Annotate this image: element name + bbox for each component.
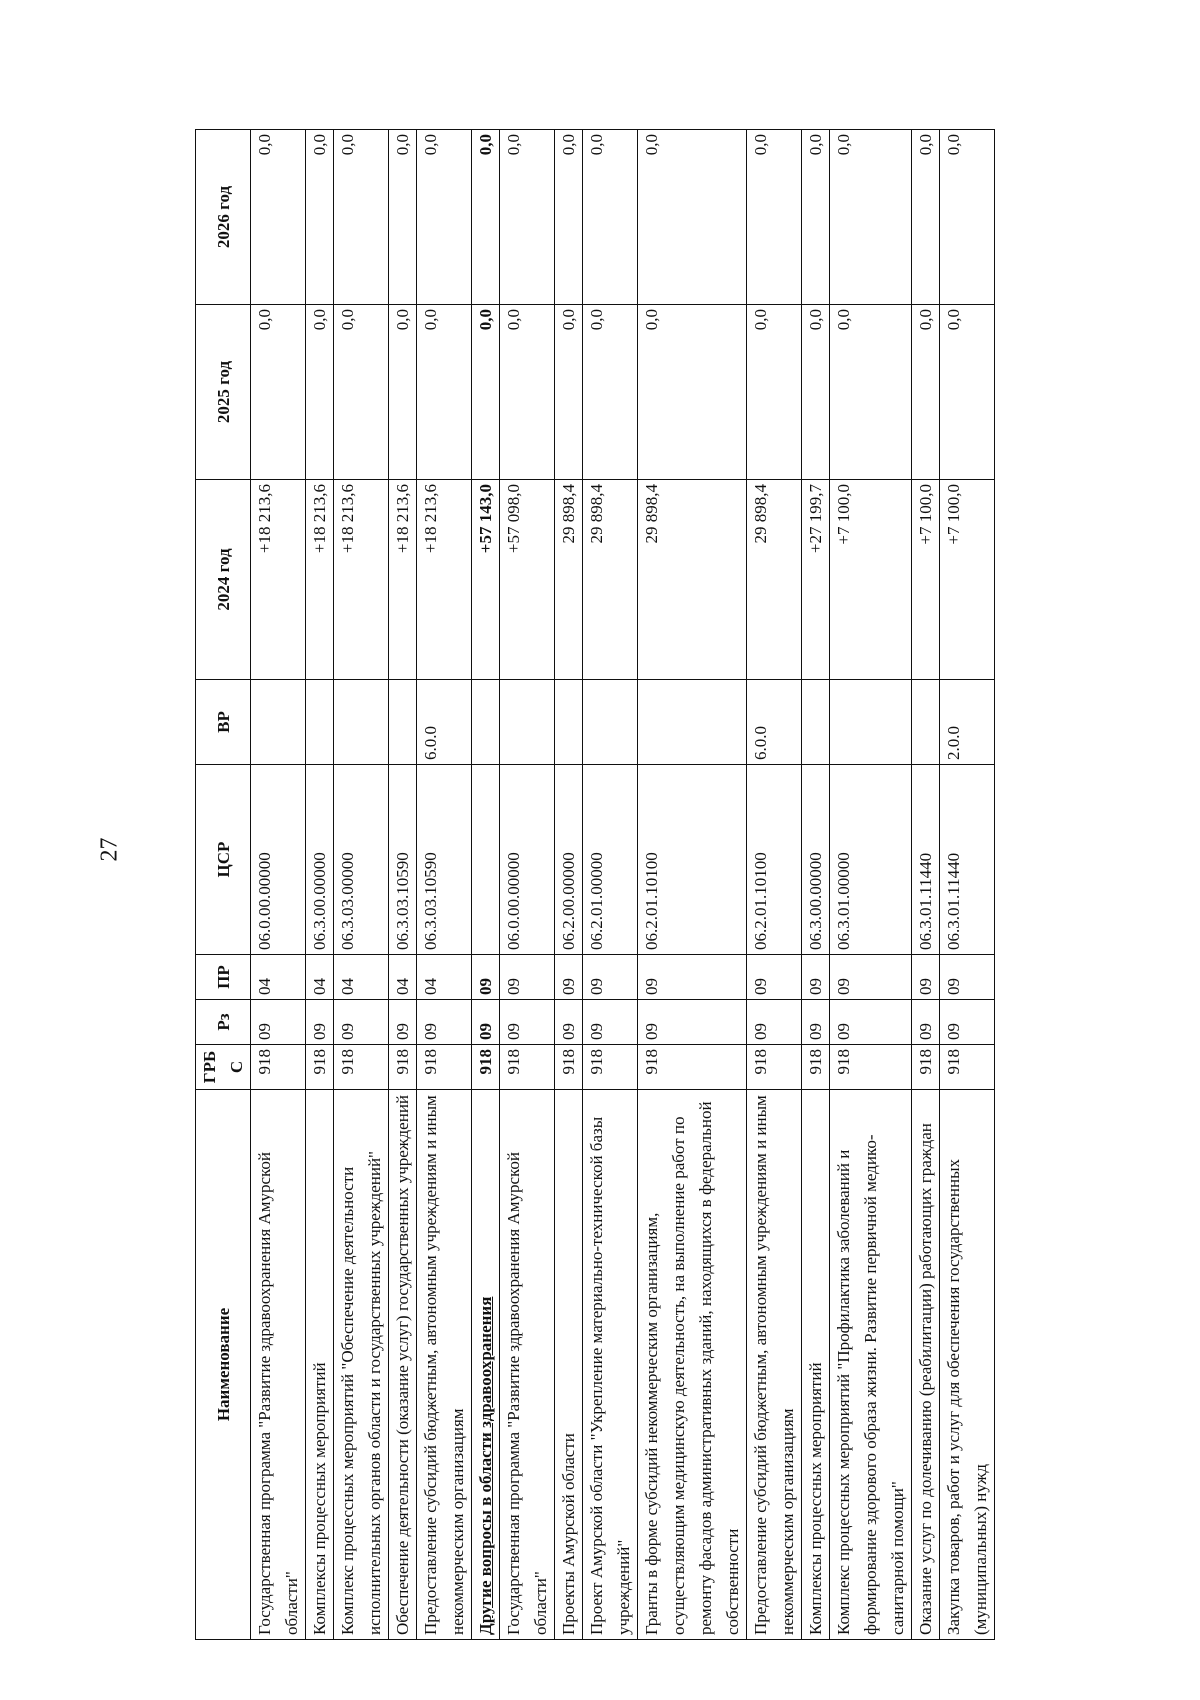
cell-rz: 09: [940, 1000, 995, 1045]
header-pr: ПР: [196, 955, 251, 1000]
cell-2026: 0,0: [583, 130, 638, 305]
cell-name: Проект Амурской области "Укрепление материально-технической базы учреждений": [583, 1090, 638, 1640]
cell-2024: +7 100,0: [940, 480, 995, 680]
cell-rz: 09: [638, 1000, 747, 1045]
cell-pr: 09: [940, 955, 995, 1000]
table-row: [583, 130, 638, 1640]
cell-2025: 0,0: [306, 305, 334, 480]
cell-rz: 09: [306, 1000, 334, 1045]
cell-2024: 29 898,4: [747, 480, 802, 680]
cell-vr: [912, 680, 940, 765]
cell-2026: 0,0: [306, 130, 334, 305]
cell-2024: +18 213,6: [417, 480, 472, 680]
cell-2025: 0,0: [830, 305, 912, 480]
header-name: Наименование: [196, 1090, 251, 1640]
cell-csr: 06.2.01.10100: [638, 765, 747, 955]
cell-grbs: 918: [251, 1045, 306, 1090]
cell-2026: 0,0: [389, 130, 417, 305]
table-header-row: [196, 130, 251, 1640]
cell-name: Гранты в форме субсидий некоммерческим организациям, осуществляющим медицинскую деятельность, на выполнение работ по ремонту фасадов административных зданий, находящихся в федеральной собственности: [638, 1090, 747, 1640]
cell-vr: [306, 680, 334, 765]
cell-name: Комплексы процессных мероприятий: [306, 1090, 334, 1640]
cell-2026: 0,0: [251, 130, 306, 305]
cell-grbs: 918: [638, 1045, 747, 1090]
cell-rz: 09: [912, 1000, 940, 1045]
cell-name: Оказание услуг по долечиванию (реабилитации) работающих граждан: [912, 1090, 940, 1640]
cell-2026: 0,0: [417, 130, 472, 305]
cell-2025: 0,0: [334, 305, 389, 480]
cell-name: Государственная программа "Развитие здравоохранения Амурской области": [251, 1090, 306, 1640]
cell-2025: 0,0: [251, 305, 306, 480]
cell-name: Другие вопросы в области здравоохранения: [472, 1090, 500, 1640]
cell-grbs: 918: [417, 1045, 472, 1090]
cell-2025: 0,0: [940, 305, 995, 480]
cell-grbs: 918: [334, 1045, 389, 1090]
table-row: [830, 130, 912, 1640]
cell-vr: 6.0.0: [747, 680, 802, 765]
cell-2026: 0,0: [940, 130, 995, 305]
cell-csr: 06.2.01.00000: [583, 765, 638, 955]
table-row: [472, 130, 500, 1640]
cell-pr: 09: [583, 955, 638, 1000]
cell-grbs: 918: [555, 1045, 583, 1090]
table-row: [912, 130, 940, 1640]
cell-2026: 0,0: [747, 130, 802, 305]
cell-rz: 09: [802, 1000, 830, 1045]
cell-grbs: 918: [940, 1045, 995, 1090]
cell-grbs: 918: [912, 1045, 940, 1090]
cell-pr: 04: [389, 955, 417, 1000]
cell-csr: 06.2.01.10100: [747, 765, 802, 955]
cell-2024: 29 898,4: [555, 480, 583, 680]
cell-name: Комплексы процессных мероприятий: [802, 1090, 830, 1640]
cell-name: Государственная программа "Развитие здравоохранения Амурской области": [500, 1090, 555, 1640]
cell-pr: 04: [334, 955, 389, 1000]
cell-2024: +57 143,0: [472, 480, 500, 680]
cell-csr: 06.3.00.00000: [802, 765, 830, 955]
table-row: [306, 130, 334, 1640]
table-row: [747, 130, 802, 1640]
cell-csr: 06.3.03.10590: [389, 765, 417, 955]
cell-rz: 09: [417, 1000, 472, 1045]
page-number: 27: [96, 837, 123, 862]
cell-pr: 09: [472, 955, 500, 1000]
cell-grbs: 918: [389, 1045, 417, 1090]
cell-2024: +18 213,6: [389, 480, 417, 680]
cell-pr: 09: [638, 955, 747, 1000]
cell-2024: +7 100,0: [912, 480, 940, 680]
cell-2025: 0,0: [912, 305, 940, 480]
cell-rz: 09: [583, 1000, 638, 1045]
cell-csr: 06.0.00.00000: [500, 765, 555, 955]
cell-name: Закупка товаров, работ и услуг для обеспечения государственных (муниципальных) нужд: [940, 1090, 995, 1640]
header-csr: ЦСР: [196, 765, 251, 955]
cell-vr: [583, 680, 638, 765]
budget-table: [195, 129, 995, 1640]
cell-csr: 06.3.00.00000: [306, 765, 334, 955]
cell-2026: 0,0: [334, 130, 389, 305]
cell-2024: +27 199,7: [802, 480, 830, 680]
cell-csr: 06.3.03.10590: [417, 765, 472, 955]
cell-rz: 09: [830, 1000, 912, 1045]
cell-vr: [802, 680, 830, 765]
header-2026: 2026 год: [196, 130, 251, 305]
cell-2026: 0,0: [555, 130, 583, 305]
cell-vr: [830, 680, 912, 765]
table-row: [417, 130, 472, 1640]
cell-name: Проекты Амурской области: [555, 1090, 583, 1640]
cell-vr: [500, 680, 555, 765]
cell-2024: +18 213,6: [251, 480, 306, 680]
cell-rz: 09: [334, 1000, 389, 1045]
cell-vr: [472, 680, 500, 765]
cell-vr: [555, 680, 583, 765]
cell-2025: 0,0: [472, 305, 500, 480]
table-row: [334, 130, 389, 1640]
header-rz: Рз: [196, 1000, 251, 1045]
cell-2025: 0,0: [583, 305, 638, 480]
cell-pr: 09: [555, 955, 583, 1000]
cell-rz: 09: [472, 1000, 500, 1045]
cell-vr: 6.0.0: [417, 680, 472, 765]
cell-pr: 04: [251, 955, 306, 1000]
table-row: [802, 130, 830, 1640]
cell-2025: 0,0: [389, 305, 417, 480]
table-row: [555, 130, 583, 1640]
header-grbs: ГРБС: [196, 1045, 251, 1090]
cell-2026: 0,0: [802, 130, 830, 305]
cell-2025: 0,0: [638, 305, 747, 480]
cell-2026: 0,0: [500, 130, 555, 305]
cell-csr: 06.3.01.11440: [912, 765, 940, 955]
rotated-table-container: [195, 130, 995, 1640]
cell-name: Предоставление субсидий бюджетным, автономным учреждениям и иным некоммерческим организациям: [747, 1090, 802, 1640]
cell-2025: 0,0: [555, 305, 583, 480]
cell-csr: 06.3.03.00000: [334, 765, 389, 955]
cell-2025: 0,0: [802, 305, 830, 480]
cell-2026: 0,0: [638, 130, 747, 305]
header-2024: 2024 год: [196, 480, 251, 680]
cell-vr: [389, 680, 417, 765]
cell-csr: 06.0.00.00000: [251, 765, 306, 955]
cell-2024: +18 213,6: [334, 480, 389, 680]
cell-rz: 09: [251, 1000, 306, 1045]
table-row: [389, 130, 417, 1640]
cell-pr: 09: [747, 955, 802, 1000]
cell-2024: 29 898,4: [638, 480, 747, 680]
cell-rz: 09: [747, 1000, 802, 1045]
table-row: [638, 130, 747, 1640]
cell-pr: 09: [912, 955, 940, 1000]
cell-grbs: 918: [583, 1045, 638, 1090]
cell-csr: 06.3.01.00000: [830, 765, 912, 955]
cell-grbs: 918: [830, 1045, 912, 1090]
cell-grbs: 918: [500, 1045, 555, 1090]
cell-name: Предоставление субсидий бюджетным, автономным учреждениям и иным некоммерческим организациям: [417, 1090, 472, 1640]
cell-grbs: 918: [802, 1045, 830, 1090]
cell-csr: 06.2.00.00000: [555, 765, 583, 955]
header-vr: ВР: [196, 680, 251, 765]
cell-vr: [638, 680, 747, 765]
cell-2024: 29 898,4: [583, 480, 638, 680]
cell-2024: +57 098,0: [500, 480, 555, 680]
cell-rz: 09: [555, 1000, 583, 1045]
cell-csr: 06.3.01.11440: [940, 765, 995, 955]
cell-grbs: 918: [306, 1045, 334, 1090]
header-2025: 2025 год: [196, 305, 251, 480]
cell-csr: [472, 765, 500, 955]
cell-pr: 04: [417, 955, 472, 1000]
cell-vr: [334, 680, 389, 765]
table-row: [251, 130, 306, 1640]
cell-name: Комплекс процессных мероприятий "Обеспечение деятельности исполнительных органов области и государственных учреждений": [334, 1090, 389, 1640]
cell-name: Обеспечение деятельности (оказание услуг) государственных учреждений: [389, 1090, 417, 1640]
cell-grbs: 918: [472, 1045, 500, 1090]
cell-2026: 0,0: [472, 130, 500, 305]
cell-pr: 09: [500, 955, 555, 1000]
cell-vr: [251, 680, 306, 765]
cell-rz: 09: [500, 1000, 555, 1045]
cell-name: Комплекс процессных мероприятий "Профилактика заболеваний и формирование здорового образа жизни. Развитие первичной медико-санитарной помощи": [830, 1090, 912, 1640]
cell-2024: +18 213,6: [306, 480, 334, 680]
table-row: [500, 130, 555, 1640]
table-row: [940, 130, 995, 1640]
cell-2024: +7 100,0: [830, 480, 912, 680]
cell-rz: 09: [389, 1000, 417, 1045]
cell-2025: 0,0: [500, 305, 555, 480]
cell-vr: 2.0.0: [940, 680, 995, 765]
cell-pr: 04: [306, 955, 334, 1000]
cell-grbs: 918: [747, 1045, 802, 1090]
cell-2026: 0,0: [830, 130, 912, 305]
cell-pr: 09: [802, 955, 830, 1000]
cell-2025: 0,0: [417, 305, 472, 480]
cell-pr: 09: [830, 955, 912, 1000]
cell-2025: 0,0: [747, 305, 802, 480]
cell-2026: 0,0: [912, 130, 940, 305]
